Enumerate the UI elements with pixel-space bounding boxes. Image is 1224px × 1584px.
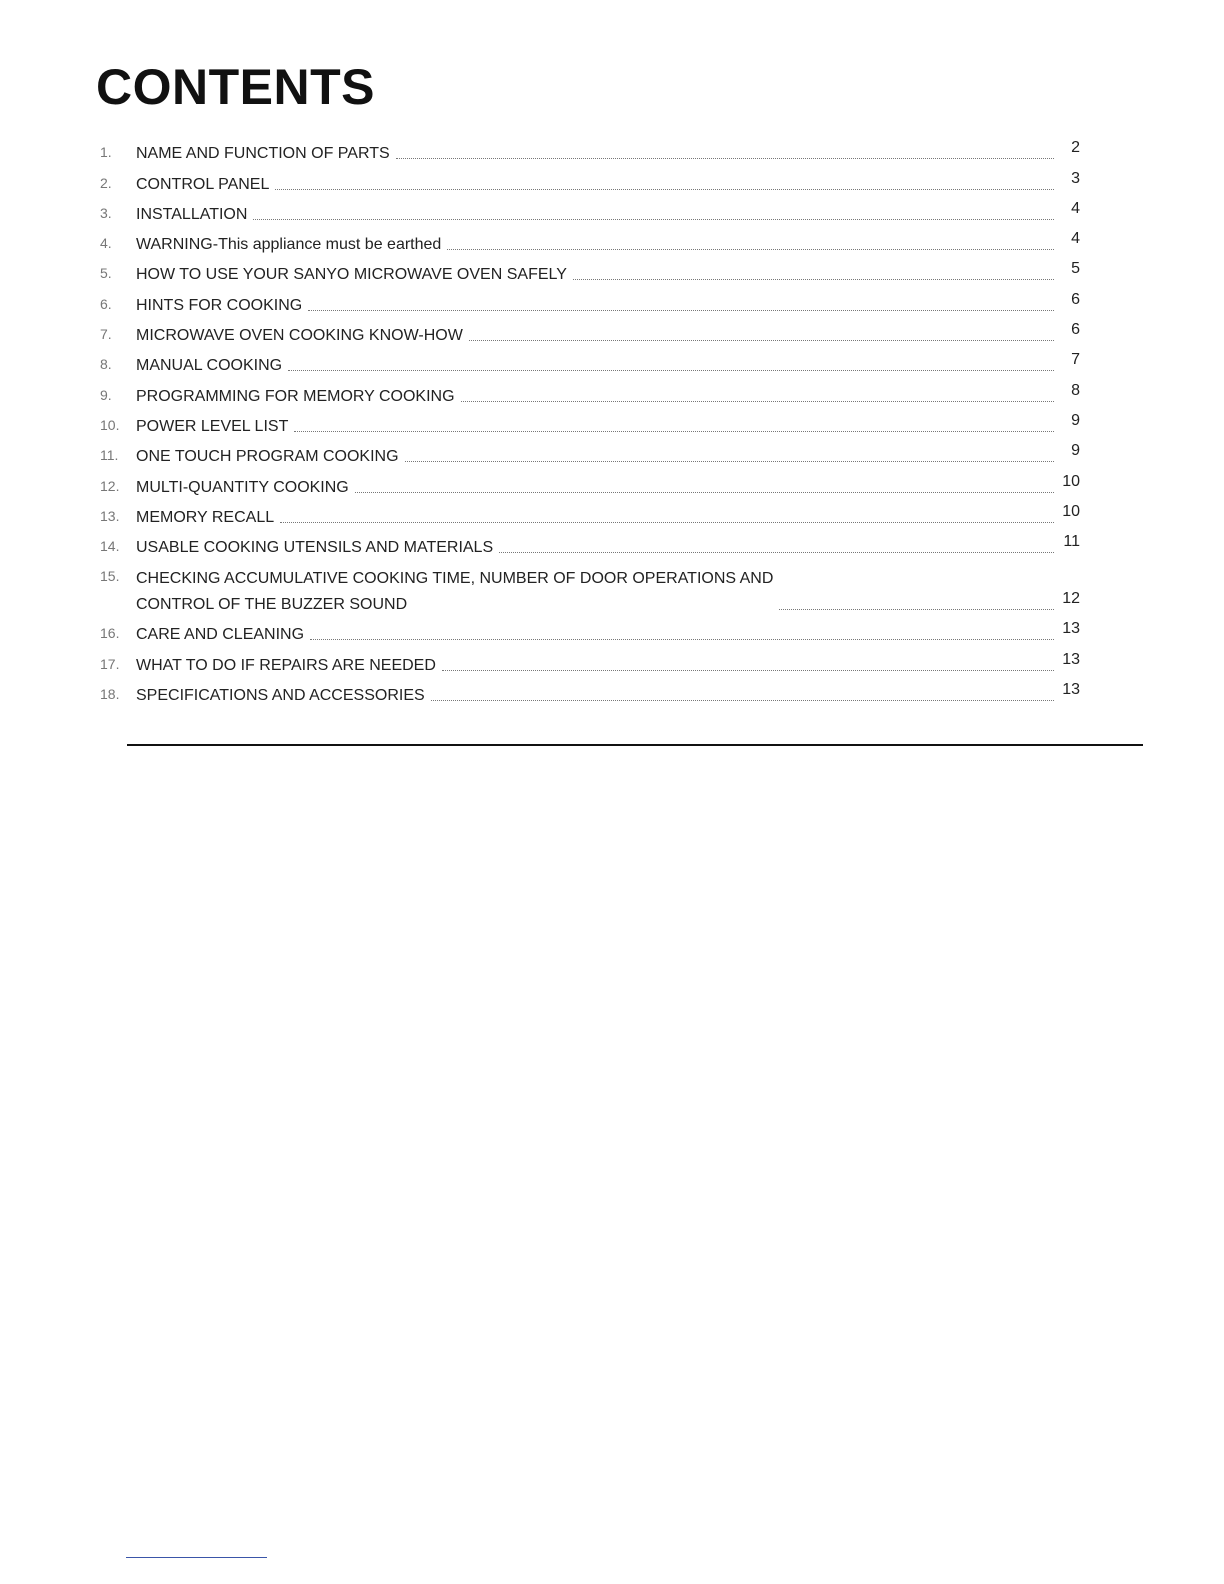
toc-entry <box>100 346 1080 376</box>
toc-entry <box>100 316 1080 346</box>
dot-leader <box>253 218 1054 220</box>
entry-page-number: 2 <box>1071 139 1080 157</box>
entry-number: 13. <box>100 507 120 524</box>
entry-label: MULTI-QUANTITY COOKING <box>136 478 349 496</box>
dot-leader <box>396 157 1054 159</box>
entry-label: WHAT TO DO IF REPAIRS ARE NEEDED <box>136 656 436 674</box>
toc-entry <box>100 225 1080 255</box>
entry-page-number: 13 <box>1062 681 1080 699</box>
entry-number: 5. <box>100 265 112 282</box>
entry-label: HOW TO USE YOUR SANYO MICROWAVE OVEN SAFELY <box>136 266 567 284</box>
toc-entry <box>100 437 1080 467</box>
entry-number: 9. <box>100 386 112 403</box>
entry-number: 8. <box>100 356 112 373</box>
entry-page-number: 6 <box>1071 321 1080 339</box>
dot-leader <box>499 551 1054 553</box>
toc-entry <box>100 376 1080 406</box>
table-of-contents <box>100 134 1080 706</box>
dot-leader <box>447 248 1054 250</box>
toc-entry <box>100 164 1080 194</box>
entry-page-number: 13 <box>1062 650 1080 668</box>
toc-entry <box>100 407 1080 437</box>
entry-page-number: 3 <box>1071 169 1080 187</box>
dot-leader <box>405 460 1054 462</box>
entry-page-number: 5 <box>1071 260 1080 278</box>
entry-number: 14. <box>100 538 120 555</box>
entry-page-number: 10 <box>1062 502 1080 520</box>
dot-leader <box>355 491 1054 493</box>
entry-page-number: 7 <box>1071 351 1080 369</box>
entry-label: SPECIFICATIONS AND ACCESSORIES <box>136 687 425 705</box>
dot-leader <box>288 369 1054 371</box>
entry-page-number: 12 <box>1062 590 1080 608</box>
entry-label: MANUAL COOKING <box>136 357 283 375</box>
dot-leader <box>310 638 1054 640</box>
entry-number: 4. <box>100 235 112 252</box>
entry-number: 1. <box>100 144 112 161</box>
entry-number: 2. <box>100 174 112 191</box>
entry-label: ONE TOUCH PROGRAM COOKING <box>136 448 399 466</box>
entry-label: MICROWAVE OVEN COOKING KNOW-HOW <box>136 327 463 345</box>
toc-entry <box>100 134 1080 164</box>
entry-number: 6. <box>100 295 112 312</box>
entry-number: 15. <box>100 568 120 585</box>
toc-entry <box>100 255 1080 285</box>
entry-number: 12. <box>100 477 120 494</box>
toc-entry <box>100 615 1080 645</box>
entry-label: CONTROL PANEL <box>136 175 270 193</box>
entry-label: HINTS FOR COOKING <box>136 296 303 314</box>
dot-leader <box>573 278 1054 280</box>
horizontal-divider <box>127 744 1143 746</box>
entry-page-number: 6 <box>1071 290 1080 308</box>
page-title: CONTENTS <box>96 59 375 115</box>
entry-label: POWER LEVEL LIST <box>136 417 289 435</box>
dot-leader <box>275 188 1054 190</box>
entry-page-number: 8 <box>1071 381 1080 399</box>
entry-label: MEMORY RECALL <box>136 508 275 526</box>
entry-label: USABLE COOKING UTENSILS AND MATERIALS <box>136 539 494 557</box>
dot-leader <box>431 699 1054 701</box>
entry-page-number: 9 <box>1071 442 1080 460</box>
entry-page-number: 10 <box>1062 472 1080 490</box>
toc-entry <box>100 558 1080 615</box>
footer-rule <box>126 1557 267 1558</box>
entry-number: 10. <box>100 416 120 433</box>
entry-label: CONTROL OF THE BUZZER SOUND <box>136 596 408 614</box>
entry-label-line1: CHECKING ACCUMULATIVE COOKING TIME, NUMBER OF DOOR OPERATIONS AND <box>136 570 774 588</box>
entry-number: 18. <box>100 686 120 703</box>
entry-label: WARNING-This appliance must be earthed <box>136 236 442 254</box>
entry-number: 11. <box>100 447 119 464</box>
entry-number: 17. <box>100 655 120 672</box>
toc-entry <box>100 498 1080 528</box>
entry-page-number: 13 <box>1062 620 1080 638</box>
entry-label: PROGRAMMING FOR MEMORY COOKING <box>136 387 455 405</box>
dot-leader <box>461 400 1054 402</box>
entry-label: NAME AND FUNCTION OF PARTS <box>136 145 390 163</box>
entry-number: 16. <box>100 625 120 642</box>
entry-page-number: 11 <box>1063 533 1080 551</box>
dot-leader <box>779 608 1054 610</box>
entry-page-number: 9 <box>1071 411 1080 429</box>
entry-label: INSTALLATION <box>136 205 248 223</box>
dot-leader <box>294 430 1054 432</box>
toc-entry <box>100 645 1080 675</box>
toc-entry <box>100 195 1080 225</box>
entry-number: 3. <box>100 204 112 221</box>
dot-leader <box>308 309 1054 311</box>
entry-page-number: 4 <box>1071 230 1080 248</box>
toc-entry <box>100 528 1080 558</box>
toc-entry <box>100 467 1080 497</box>
toc-entry <box>100 285 1080 315</box>
dot-leader <box>469 339 1054 341</box>
dot-leader <box>280 521 1054 523</box>
entry-page-number: 4 <box>1071 199 1080 217</box>
entry-number: 7. <box>100 326 112 343</box>
dot-leader <box>442 669 1054 671</box>
toc-entry <box>100 676 1080 706</box>
entry-label: CARE AND CLEANING <box>136 626 305 644</box>
